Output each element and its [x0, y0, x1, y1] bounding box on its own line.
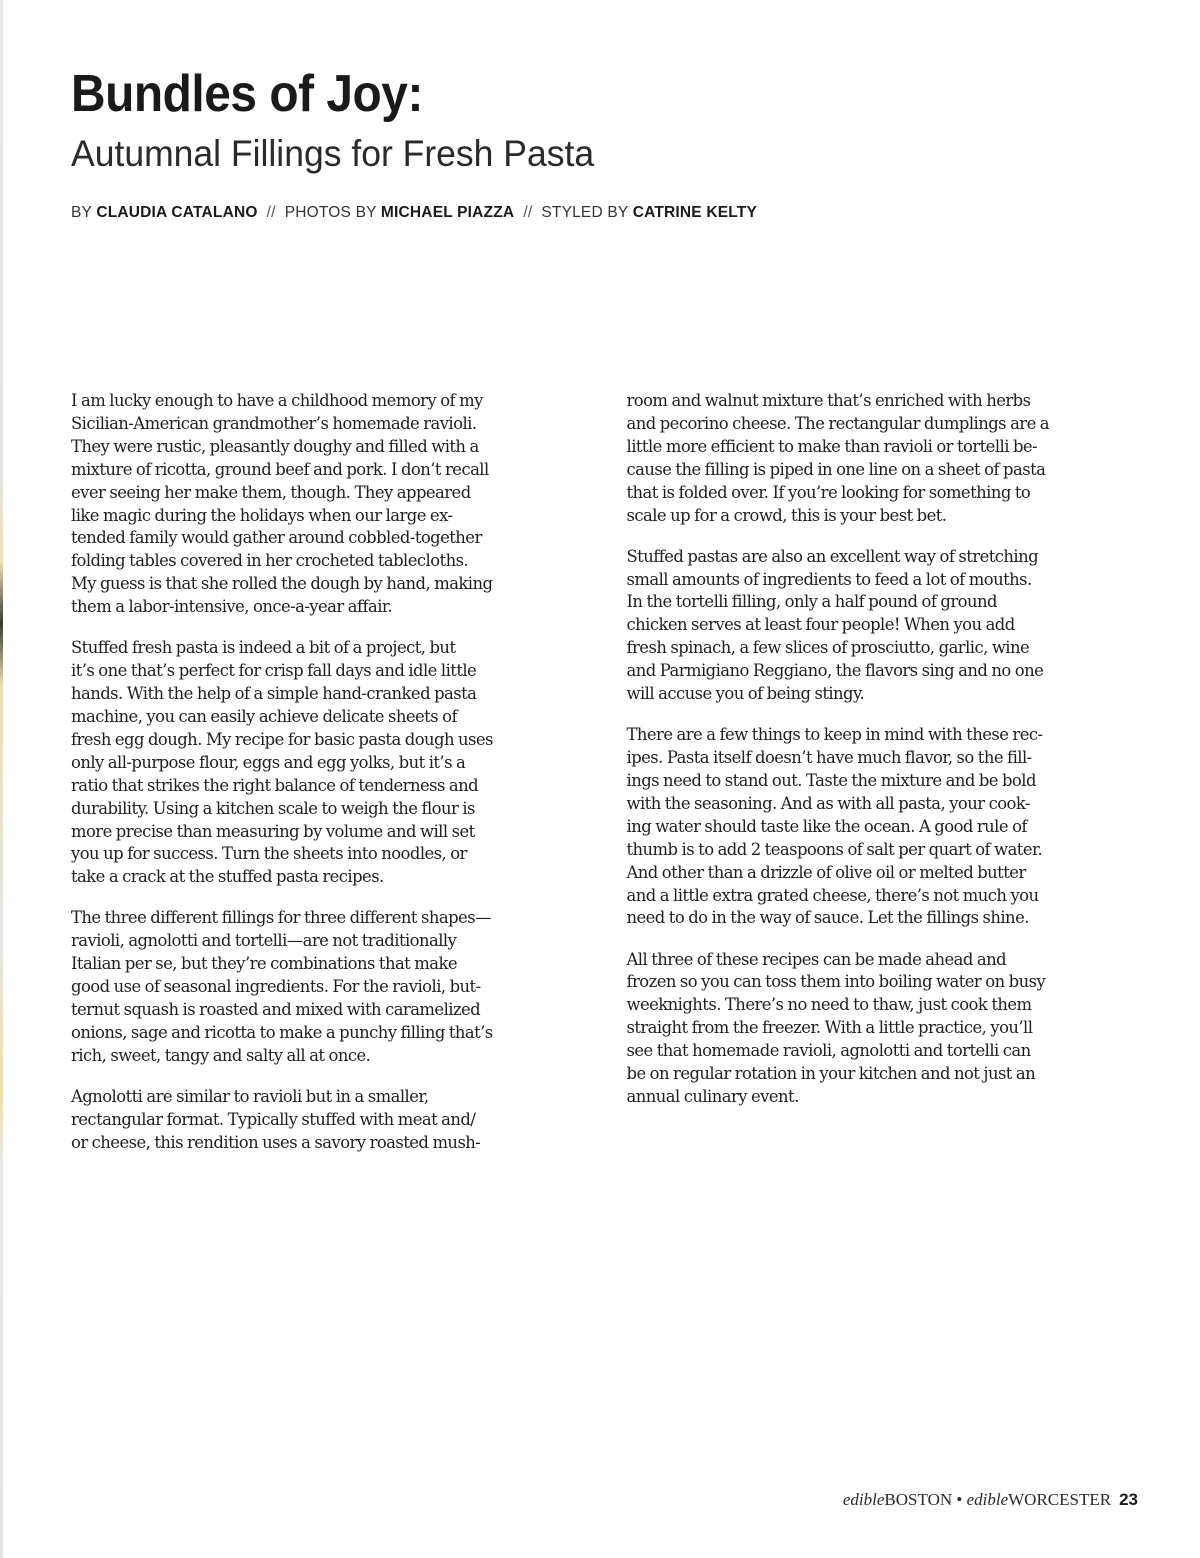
body-paragraph: Stuffed pastas are also an excellent way of stretching small amounts of ingredients to feed a lot of mouths. In the tortelli filling, only a half pound of ground chicken serves at least four people! When you add fresh spinach, a few slices of prosciutto, garlic, wine and Parmigiano Reggiano, the flavors sing and no one will accuse you of being stingy. — [626, 546, 1044, 704]
article-title: Bundles of Joy: — [71, 65, 423, 123]
article-body — [71, 390, 1139, 1170]
byline-styled-label: STYLED BY — [541, 204, 629, 221]
byline-separator: // — [523, 204, 533, 221]
body-paragraph: All three of these recipes can be made ahead and frozen so you can toss them into boiling water on busy weeknights. There’s no need to thaw, just cook them straight from the freezer. With a little practice, you’ll see that homemade ravioli, agnolotti and tortelli can be on regular rotation in your kitchen and not just an annual culinary event. — [626, 949, 1046, 1106]
page-number: 23 — [1119, 1490, 1138, 1509]
byline-author: CLAUDIA CATALANO — [96, 204, 258, 221]
body-paragraph: The three different fillings for three different shapes— ravioli, agnolotti and tortelli—are not traditionally Italian per se, but they’re combinations that make good use of seasonal ingredients. For the ravioli, but- ternut squash is roasted and mixed with caramelized onions, sage and ricotta to make a punchy filling that’s rich, sweet, tangy and salty all at once. — [71, 908, 493, 1065]
footer-brand2-prefix: edible — [966, 1490, 1009, 1509]
footer-bullet: • — [952, 1490, 967, 1509]
body-paragraph: I am lucky enough to have a childhood memory of my Sicilian-American grandmother’s homemade ravioli. They were rustic, pleasantly doughy and filled with a mixture of ricotta, ground beef and pork. I don’t recall ever seeing her make them, though. They appeared like magic during the holidays when our large ex- tended family would gather around cobbled-together folding tables covered in her crocheted tablecloths. My guess is that she rolled the dough by hand, making them a labor-intensive, once-a-year affair. — [71, 391, 493, 617]
footer-brand1-prefix: edible — [842, 1490, 885, 1509]
byline — [71, 202, 757, 224]
byline-photographer: MICHAEL PIAZZA — [380, 204, 515, 221]
page-footer — [843, 1488, 1138, 1512]
footer-brand2-name: WORCESTER — [1008, 1490, 1112, 1509]
byline-by-label: BY — [71, 204, 92, 221]
byline-photos-label: PHOTOS BY — [284, 204, 377, 221]
body-paragraph: Stuffed fresh pasta is indeed a bit of a project, but it’s one that’s perfect for crisp fall days and idle little hands. With the help of a simple hand-cranked pasta machine, you can easily achieve delicate sheets of fresh egg dough. My recipe for basic pasta dough uses only all-purpose flour, eggs and egg yolks, but it’s a ratio that strikes the right balance of tenderness and durability. Using a kitchen scale to weigh the flour is more precise than measuring by volume and will set you up for success. Turn the sheets into noodles, or take a crack at the stuffed pasta recipes. — [71, 638, 493, 887]
byline-separator: // — [266, 204, 276, 221]
body-paragraph: Agnolotti are similar to ravioli but in a smaller, rectangular format. Typically stuffed with meat and/ or cheese, this rendition uses a savory roasted mush- room and walnut mixture that’s enriched with herbs and pecorino cheese. The rectangular dumplings are a little more efficient to make than ravioli or tortelli be- cause the filling is piped in one line on a sheet of pasta that is folded over. If you’re looking for something to scale up for a crowd, this is your best bet. — [71, 391, 1050, 1152]
byline-stylist: CATRINE KELTY — [632, 204, 757, 221]
footer-brand1-name: BOSTON — [884, 1490, 953, 1509]
body-paragraph: There are a few things to keep in mind with these rec- ipes. Pasta itself doesn’t have much flavor, so the fill- ings need to stand out. Taste the mixture and be bold with the seasoning. And as with all pasta, your cook- ing water should taste like the ocean. A good rule of thumb is to add 2 teaspoons of salt per quart of water. And other than a drizzle of olive oil or melted butter and a little extra grated cheese, there’s not much you need to do in the way of sauce. Let the fillings shine. — [626, 725, 1043, 928]
article-subtitle: Autumnal Fillings for Fresh Pasta — [71, 133, 595, 174]
page-edge-strip — [0, 0, 3, 1558]
